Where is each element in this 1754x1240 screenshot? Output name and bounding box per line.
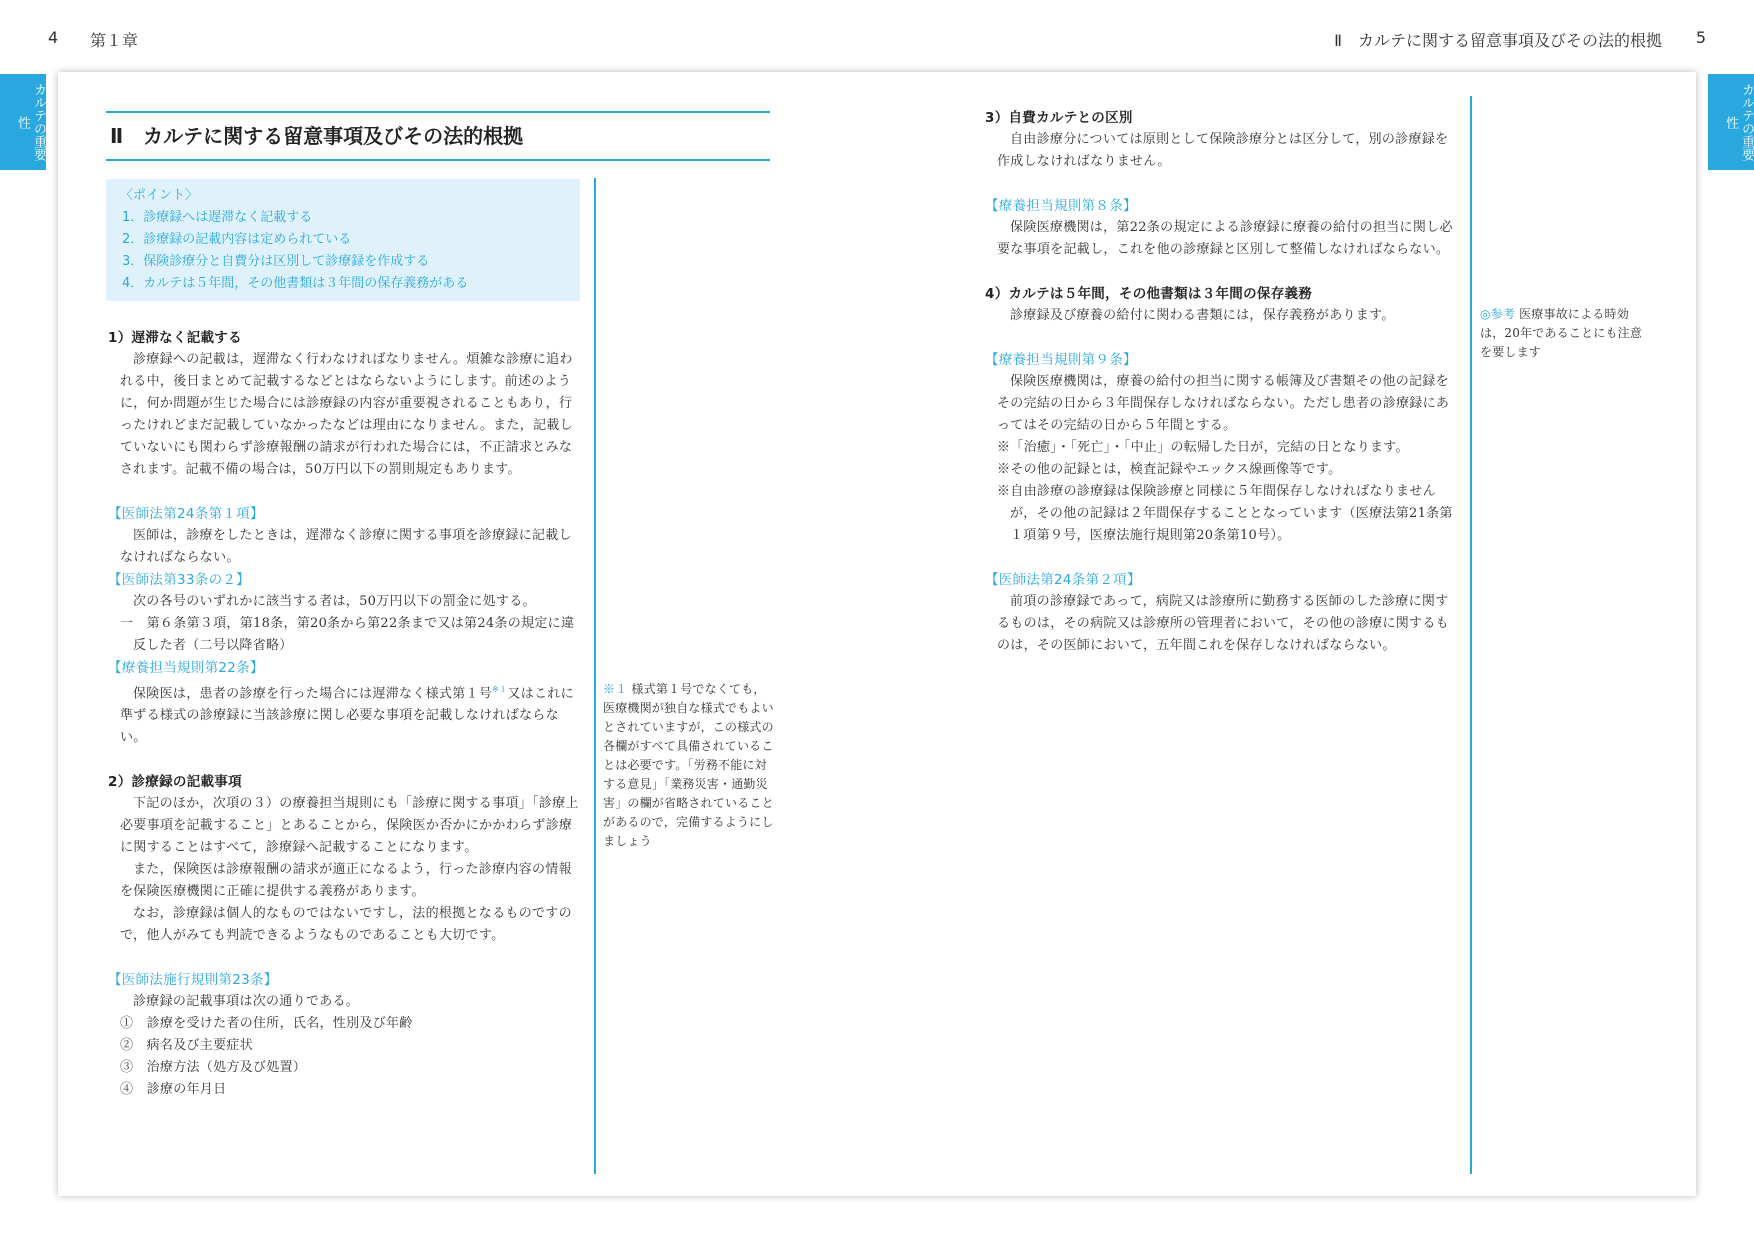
right-page-number: 5: [1695, 28, 1706, 47]
section-title: Ⅱ カルテに関する留意事項及びその法的根拠: [106, 111, 770, 161]
point-item: 4．カルテは５年間，その他書類は３年間の保存義務がある: [122, 276, 469, 291]
heading-no-delay: 1）遅滞なく記載する: [108, 330, 242, 346]
heading-record-items: 2）診療録の記載事項: [108, 774, 242, 791]
margin-note-1: [603, 680, 775, 851]
law-title: 【医師法第33条の２】: [108, 572, 250, 588]
left-page-number: 4: [48, 28, 59, 47]
right-column-rule: [1470, 96, 1472, 1174]
law-text: [120, 679, 582, 749]
paragraph: また，保険医は診療報酬の請求が適正になるよう，行った診療内容の情報を保険医療機関に正確に提供する義務があります。: [120, 862, 572, 900]
law-title: 【療養担当規則第８条】: [985, 198, 1137, 214]
law-item: 一 第６条第３項，第18条，第20条から第22条まで又は第24条の規定に違反した者（二号以降省略）: [120, 616, 575, 653]
law-text: 保険医療機関は，療養の給付の担当に関する帳簿及び書類その他の記録をその完結の日から３年間保存しなければならない。ただし患者の診療録にあってはその完結の日から５年間とする。: [997, 374, 1450, 433]
law-text: 診療録の記載事項は次の通りである。: [133, 994, 360, 1010]
law-title: 【療養担当規則第22条】: [108, 660, 264, 676]
note-text: 医療事故による時効は，20年であることにも注意を要します: [1480, 307, 1643, 359]
paragraph: 自由診療分については原則として保険診療分とは区分して，別の診療録を作成しなければなりません。: [997, 132, 1449, 169]
law-text: 保険医療機関は，第22条の規定による診療録に療養の給付の担当に関し必要な事項を記載し，これを他の診療録と区別して整備しなければならない。: [997, 220, 1453, 257]
law-text-part: 保険医は，患者の診療を行った場合には遅滞なく様式第１号: [133, 686, 493, 702]
note-mark: ◎参考: [1480, 307, 1516, 321]
list-item: ① 診療を受けた者の住所，氏名，性別及び年齢: [120, 1016, 413, 1032]
paragraph: なお，診療録は個人的なものではないですし，法的根拠となるものですので，他人がみても判読できるようなものであることも大切です。: [120, 906, 572, 944]
paragraph: 下記のほか，次項の３）の療養担当規則にも「診療に関する事項」「診療上必要事項を記載すること」とあることから，保険医か否かにかかわらず診療に関することはすべて，診療録へ記載することになります。: [120, 796, 579, 856]
list-item: ② 病名及び主要症状: [120, 1038, 254, 1054]
running-title: Ⅱ カルテに関する留意事項及びその法的根拠: [1334, 31, 1662, 50]
law-note: ※その他の記録とは，検査記録やエックス線画像等です。: [997, 462, 1342, 477]
point-item: 2．診療録の記載内容は定められている: [122, 232, 352, 247]
right-side-tab: カルテの重要性: [1708, 74, 1754, 170]
law-title: 【医師法第24条第１項】: [108, 506, 264, 522]
paragraph: 診療録への記載は，遅滞なく行わなければなりません。煩雑な診療に追われる中，後日まとめて記載するなどとはならないようにします。前述のように，何か問題が生じた場合には診療録の内容が重要視されることもあり，行ったけれどまだ記載していなかったなどは理由になりません。また，記載していないにも関わらず診療報酬の請求が行われた場合には，不正請求とみなされます。記載不備の場合は，50万円以下の罰則規定もあります。: [120, 352, 573, 477]
point-item: 3．保険診療分と自費分は区別して診療録を作成する: [122, 254, 430, 269]
point-heading: 〈ポイント〉: [120, 188, 199, 203]
law-title: 【医師法施行規則第23条】: [108, 972, 278, 989]
law-note: ※「治癒」・「死亡」・「中止」の転帰した日が，完結の日となります。: [997, 440, 1409, 455]
left-column-rule: [594, 178, 596, 1174]
footnote-mark: ※１: [492, 685, 508, 694]
left-side-tab: カルテの重要性: [0, 74, 46, 170]
law-text-part: 又はこれに準ずる様式の診療録に当該診療に関し必要な事項を記載しなければならない。: [120, 686, 574, 746]
law-text: 前項の診療録であって，病院又は診療所に勤務する医師のした診療に関するものは，その病院又は診療所の管理者において，その他の診療に関するものは，その医師において，五年間これを保存しなければならない。: [997, 594, 1449, 653]
right-column: [985, 107, 1459, 657]
law-title: 【医師法第24条第２項】: [985, 572, 1141, 588]
left-column: [108, 327, 582, 1101]
law-text: 次の各号のいずれかに該当する者は，50万円以下の罰金に処する。: [133, 594, 536, 609]
point-item: 1．診療録へは遅滞なく記載する: [122, 210, 313, 225]
heading-retention: 4）カルテは５年間，その他書類は３年間の保存義務: [985, 286, 1313, 302]
list-item: ④ 診療の年月日: [120, 1082, 227, 1098]
margin-note-reference: [1480, 305, 1650, 362]
law-title: 【療養担当規則第９条】: [985, 352, 1137, 368]
note-text: 様式第１号でなくても，医療機関が独自な様式でもよいとされていますが，この様式の各欄がすべて具備されていることは必要です。「労務不能に対する意見」「業務災害・通勤災害」の欄が省略されていることがあるので，完備するようにしましょう: [603, 682, 774, 848]
paragraph: 診療録及び療養の給付に関わる書類には，保存義務があります。: [1010, 308, 1395, 323]
note-mark: ※１: [603, 682, 628, 696]
list-item: ③ 治療方法（処方及び処置）: [120, 1060, 307, 1076]
chapter-label: 第１章: [90, 31, 139, 50]
point-box: [106, 179, 580, 301]
law-note: ※自由診療の診療録は保険診療と同様に５年間保存しなければなりませんが，その他の記録は２年間保存することとなっています（医療法第21条第１項第９号，医療法施行規則第20条第10号）。: [997, 484, 1453, 543]
heading-self-pay: 3）自費カルテとの区別: [985, 110, 1133, 126]
law-text: 医師は，診療をしたときは，遅滞なく診療に関する事項を診療録に記載しなければならない。: [120, 528, 572, 565]
